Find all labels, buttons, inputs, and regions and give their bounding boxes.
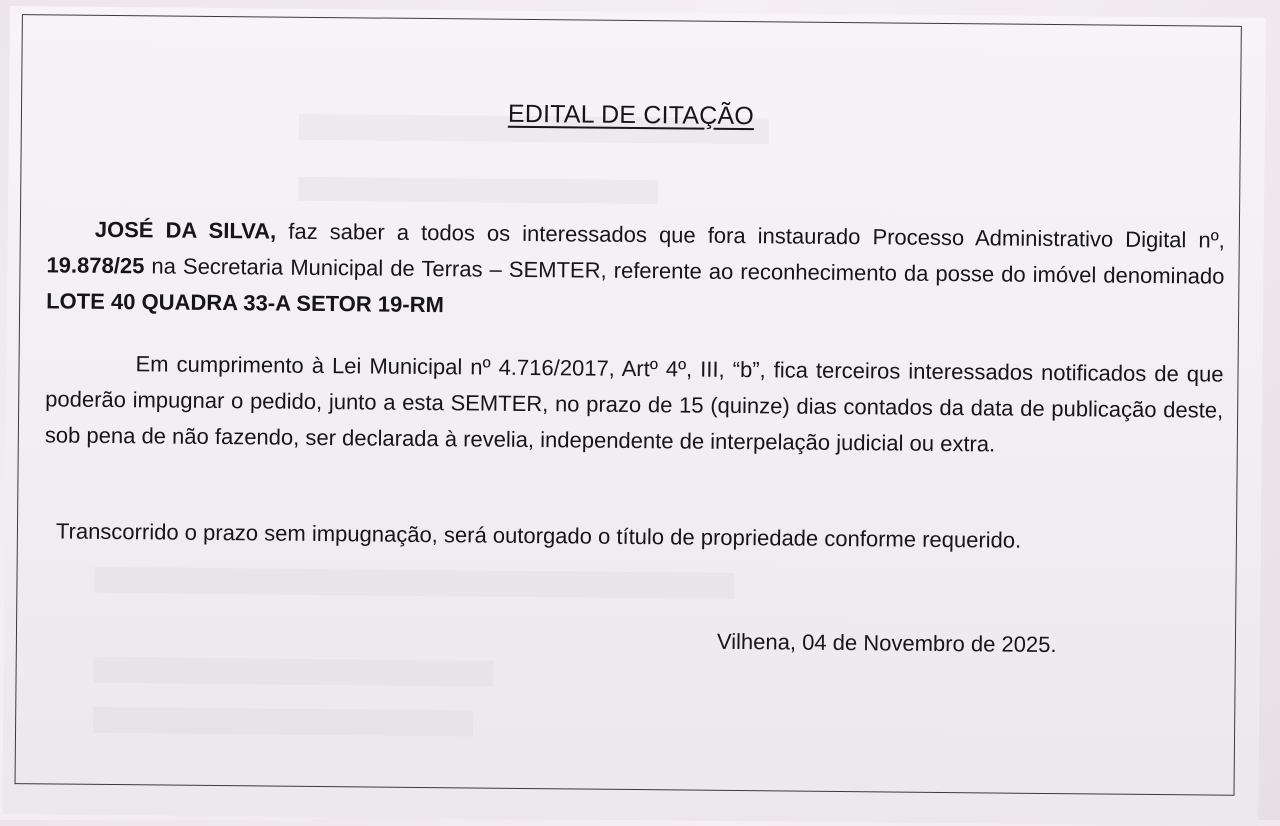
- property-description: LOTE 40 QUADRA 33-A SETOR 19-RM: [46, 288, 444, 318]
- notice-text-b: na Secretaria Municipal de Terras – SEMTER, referente ao reconhecimento da posse do imóvel denominado: [144, 253, 1225, 289]
- paragraph-law: Em cumprimento à Lei Municipal nº 4.716/2017, Artº 4º, III, “b”, fica terceiros interessados notificados de que poderão impugnar o pedido, junto a esta SEMTER, no prazo de 15 (quinze) dias contados da data de publicação deste, sob pena de não fazendo, ser declarada à revelia, independente de interpelação judicial ou extra.: [44, 351, 1224, 457]
- document-title: EDITAL DE CITAÇÃO: [507, 99, 755, 131]
- paragraph-notice: [46, 211, 1225, 330]
- document-border: [15, 14, 1242, 796]
- process-number: 19.878/25: [46, 252, 145, 279]
- applicant-name: JOSÉ DA SILVA,: [94, 216, 277, 244]
- notice-text-a: faz saber a todos os interessados que fora instaurado Processo Administrativo Digital nº,: [276, 218, 1225, 253]
- paper-sheet: [2, 6, 1266, 826]
- place-and-date: Vilhena, 04 de Novembro de 2025.: [716, 628, 1057, 658]
- paragraph-deadline: Transcorrido o prazo sem impugnação, será outorgado o título de propriedade conforme requerido.: [55, 518, 1022, 553]
